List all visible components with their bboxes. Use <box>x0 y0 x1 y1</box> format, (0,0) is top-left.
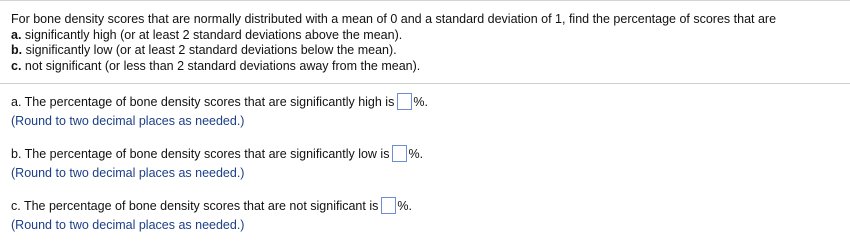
top-border <box>0 0 850 1</box>
section-divider <box>0 83 850 84</box>
part-a-unit: %. <box>413 95 428 109</box>
part-c-unit: %. <box>397 199 412 213</box>
part-a-question: a. The percentage of bone density scores that are significantly high is <box>11 95 395 109</box>
part-b <box>11 146 423 182</box>
part-a-question-line <box>11 94 428 111</box>
part-a-hint: (Round to two decimal places as needed.) <box>11 114 245 128</box>
item-text: significantly low (or at least 2 standard deviations below the mean). <box>22 43 397 57</box>
item-letter: a. <box>11 27 22 42</box>
item-text: significantly high (or at least 2 standard deviations above the mean). <box>21 27 403 42</box>
part-c-hint: (Round to two decimal places as needed.) <box>11 218 245 232</box>
part-c-question-line <box>11 198 412 215</box>
item-text: not significant (or less than 2 standard deviations away from the mean). <box>21 58 421 73</box>
part-a <box>11 94 428 130</box>
problem-item-c <box>11 59 841 75</box>
part-c <box>11 198 412 234</box>
item-letter: b. <box>11 43 23 57</box>
item-letter: c. <box>11 58 22 73</box>
part-b-unit: %. <box>408 147 424 161</box>
part-b-question-line <box>11 146 423 163</box>
part-b-answer-input[interactable] <box>392 145 407 162</box>
part-c-answer-input[interactable] <box>381 197 396 214</box>
problem-item-b <box>11 43 841 59</box>
part-b-question: b. The percentage of bone density scores that are significantly low is <box>11 147 390 161</box>
part-a-answer-input[interactable] <box>397 93 412 110</box>
problem-statement <box>11 12 841 74</box>
problem-intro: For bone density scores that are normally distributed with a mean of 0 and a standard deviation of 1, find the percentage of scores that are <box>11 12 777 26</box>
part-c-question: c. The percentage of bone density scores that are not significant is <box>11 199 379 213</box>
part-b-hint: (Round to two decimal places as needed.) <box>11 166 245 180</box>
problem-item-a <box>11 28 841 44</box>
